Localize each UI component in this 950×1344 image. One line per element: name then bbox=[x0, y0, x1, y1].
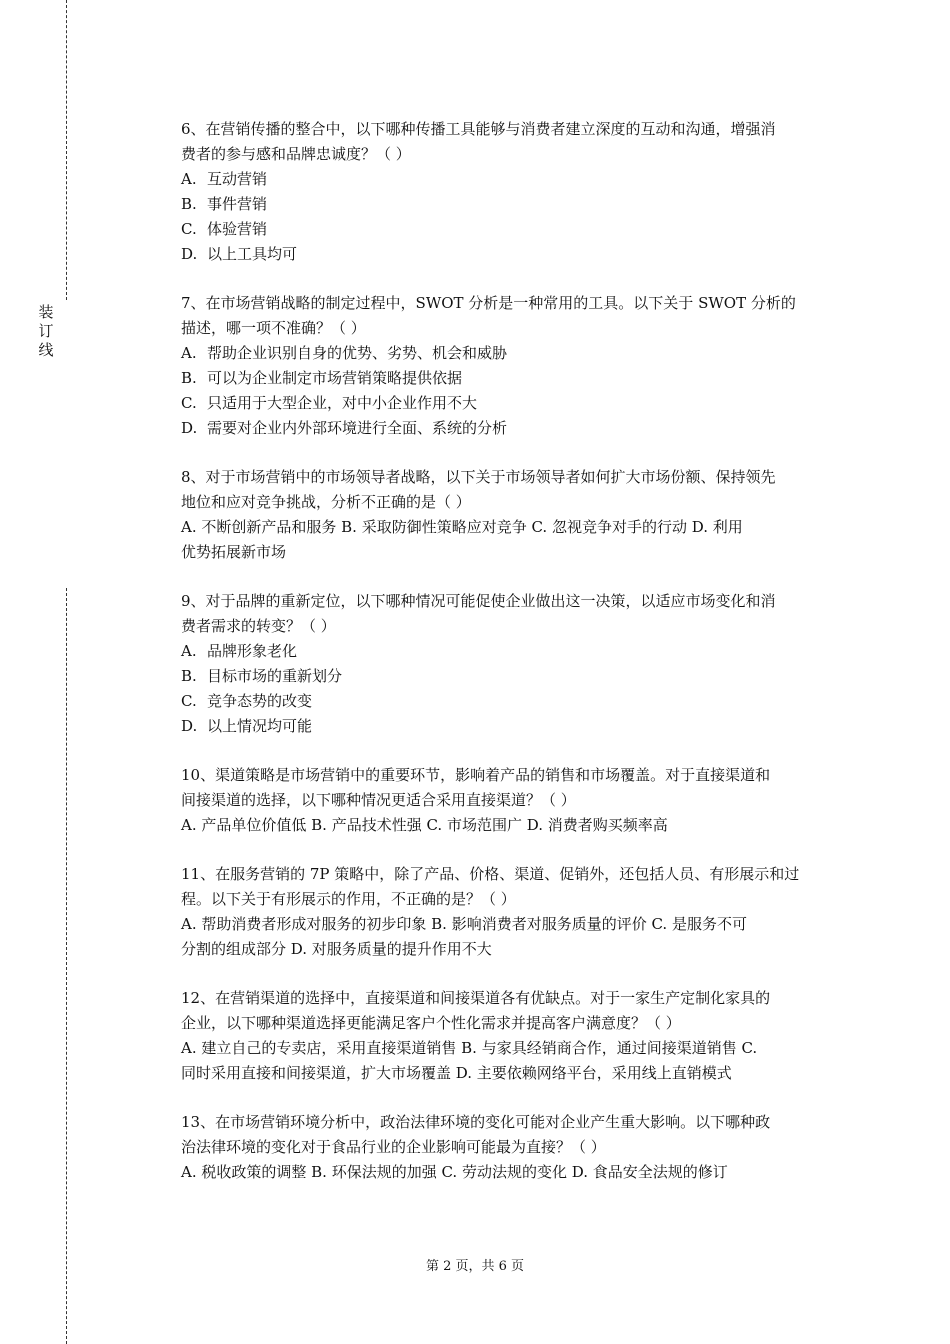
option-text: 只适用于大型企业，对中小企业作用不大 bbox=[207, 394, 478, 412]
option-letter: D. bbox=[181, 717, 198, 735]
option-d bbox=[181, 416, 841, 441]
option-letter: B. bbox=[181, 195, 197, 213]
option-b bbox=[181, 366, 841, 391]
option-c bbox=[181, 689, 841, 714]
question-options-inline: 同时采用直接和间接渠道，扩大市场覆盖 D. 主要依赖网络平台，采用线上直销模式 bbox=[181, 1064, 732, 1082]
option-text: 品牌形象老化 bbox=[207, 642, 298, 660]
option-letter: A. bbox=[181, 170, 197, 188]
question-7 bbox=[181, 291, 841, 441]
question-stem-line: 费者需求的转变？（ ） bbox=[181, 617, 336, 635]
option-letter: B. bbox=[181, 369, 197, 387]
question-stem-line: 7、在市场营销战略的制定过程中，SWOT 分析是一种常用的工具。以下关于 SWOT 分析的 bbox=[181, 294, 796, 312]
question-stem-line: 地位和应对竞争挑战，分析不正确的是（ ） bbox=[181, 493, 471, 511]
binding-char: 线 bbox=[38, 341, 54, 359]
option-d bbox=[181, 242, 841, 267]
question-12 bbox=[181, 986, 841, 1086]
option-a bbox=[181, 167, 841, 192]
question-stem-line: 治法律环境的变化对于食品行业的企业影响可能最为直接？（ ） bbox=[181, 1138, 606, 1156]
question-6 bbox=[181, 117, 841, 267]
question-stem-line: 费者的参与感和品牌忠诚度？（ ） bbox=[181, 145, 411, 163]
question-options-inline: A. 产品单位价值低 B. 产品技术性强 C. 市场范围广 D. 消费者购买频率高 bbox=[181, 816, 668, 834]
option-text: 体验营销 bbox=[207, 220, 268, 238]
question-10 bbox=[181, 763, 841, 838]
option-text: 可以为企业制定市场营销策略提供依据 bbox=[207, 369, 463, 387]
page-number: 第 2 页，共 6 页 bbox=[425, 1259, 525, 1274]
option-letter: C. bbox=[181, 692, 197, 710]
option-text: 以上工具均可 bbox=[207, 245, 298, 263]
option-a bbox=[181, 341, 841, 366]
question-stem-line: 12、在营销渠道的选择中，直接渠道和间接渠道各有优缺点。对于一家生产定制化家具的 bbox=[181, 989, 771, 1007]
option-b bbox=[181, 664, 841, 689]
option-text: 目标市场的重新划分 bbox=[207, 667, 343, 685]
question-stem-line: 程。以下关于有形展示的作用，不正确的是？（ ） bbox=[181, 890, 516, 908]
question-options-inline: 分割的组成部分 D. 对服务质量的提升作用不大 bbox=[181, 940, 492, 958]
binding-line-bottom bbox=[66, 588, 67, 1344]
question-stem-line: 企业，以下哪种渠道选择更能满足客户个性化需求并提高客户满意度？（ ） bbox=[181, 1014, 681, 1032]
option-c bbox=[181, 391, 841, 416]
binding-label bbox=[38, 303, 54, 360]
option-text: 事件营销 bbox=[207, 195, 268, 213]
binding-line-top bbox=[66, 0, 67, 300]
binding-char: 订 bbox=[38, 322, 54, 340]
question-options-inline: A. 建立自己的专卖店，采用直接渠道销售 B. 与家具经销商合作，通过间接渠道销售 C. bbox=[181, 1039, 758, 1057]
question-stem-line: 间接渠道的选择，以下哪种情况更适合采用直接渠道？（ ） bbox=[181, 791, 576, 809]
option-text: 以上情况均可能 bbox=[207, 717, 313, 735]
question-stem-line: 10、渠道策略是市场营销中的重要环节，影响着产品的销售和市场覆盖。对于直接渠道和 bbox=[181, 766, 771, 784]
option-letter: C. bbox=[181, 394, 197, 412]
question-9 bbox=[181, 589, 841, 739]
question-11 bbox=[181, 862, 841, 962]
question-stem-line: 11、在服务营销的 7P 策略中，除了产品、价格、渠道、促销外，还包括人员、有形展示和过 bbox=[181, 865, 800, 883]
option-d bbox=[181, 714, 841, 739]
question-stem-line: 9、对于品牌的重新定位，以下哪种情况可能促使企业做出这一决策，以适应市场变化和消 bbox=[181, 592, 776, 610]
option-letter: A. bbox=[181, 344, 197, 362]
option-b bbox=[181, 192, 841, 217]
question-list bbox=[181, 117, 841, 1185]
question-8 bbox=[181, 465, 841, 565]
option-letter: D. bbox=[181, 245, 198, 263]
question-stem-line: 13、在市场营销环境分析中，政治法律环境的变化可能对企业产生重大影响。以下哪种政 bbox=[181, 1113, 771, 1131]
option-letter: D. bbox=[181, 419, 198, 437]
option-c bbox=[181, 217, 841, 242]
option-a bbox=[181, 639, 841, 664]
option-letter: A. bbox=[181, 642, 197, 660]
question-stem-line: 6、在营销传播的整合中，以下哪种传播工具能够与消费者建立深度的互动和沟通，增强消 bbox=[181, 120, 776, 138]
option-text: 帮助企业识别自身的优势、劣势、机会和威胁 bbox=[207, 344, 508, 362]
option-text: 互动营销 bbox=[207, 170, 268, 188]
binding-char: 装 bbox=[38, 303, 54, 321]
question-options-inline: A. 帮助消费者形成对服务的初步印象 B. 影响消费者对服务质量的评价 C. 是服务不可 bbox=[181, 915, 747, 933]
question-options-inline: A. 税收政策的调整 B. 环保法规的加强 C. 劳动法规的变化 D. 食品安全法规的修订 bbox=[181, 1163, 728, 1181]
question-stem-line: 描述，哪一项不准确？（ ） bbox=[181, 319, 366, 337]
question-options-inline: A. 不断创新产品和服务 B. 采取防御性策略应对竞争 C. 忽视竞争对手的行动 D. 利用 bbox=[181, 518, 743, 536]
question-13 bbox=[181, 1110, 841, 1185]
question-stem-line: 8、对于市场营销中的市场领导者战略，以下关于市场领导者如何扩大市场份额、保持领先 bbox=[181, 468, 776, 486]
question-options-inline: 优势拓展新市场 bbox=[181, 543, 287, 561]
option-letter: B. bbox=[181, 667, 197, 685]
option-text: 竞争态势的改变 bbox=[207, 692, 313, 710]
option-text: 需要对企业内外部环境进行全面、系统的分析 bbox=[207, 419, 508, 437]
option-letter: C. bbox=[181, 220, 197, 238]
